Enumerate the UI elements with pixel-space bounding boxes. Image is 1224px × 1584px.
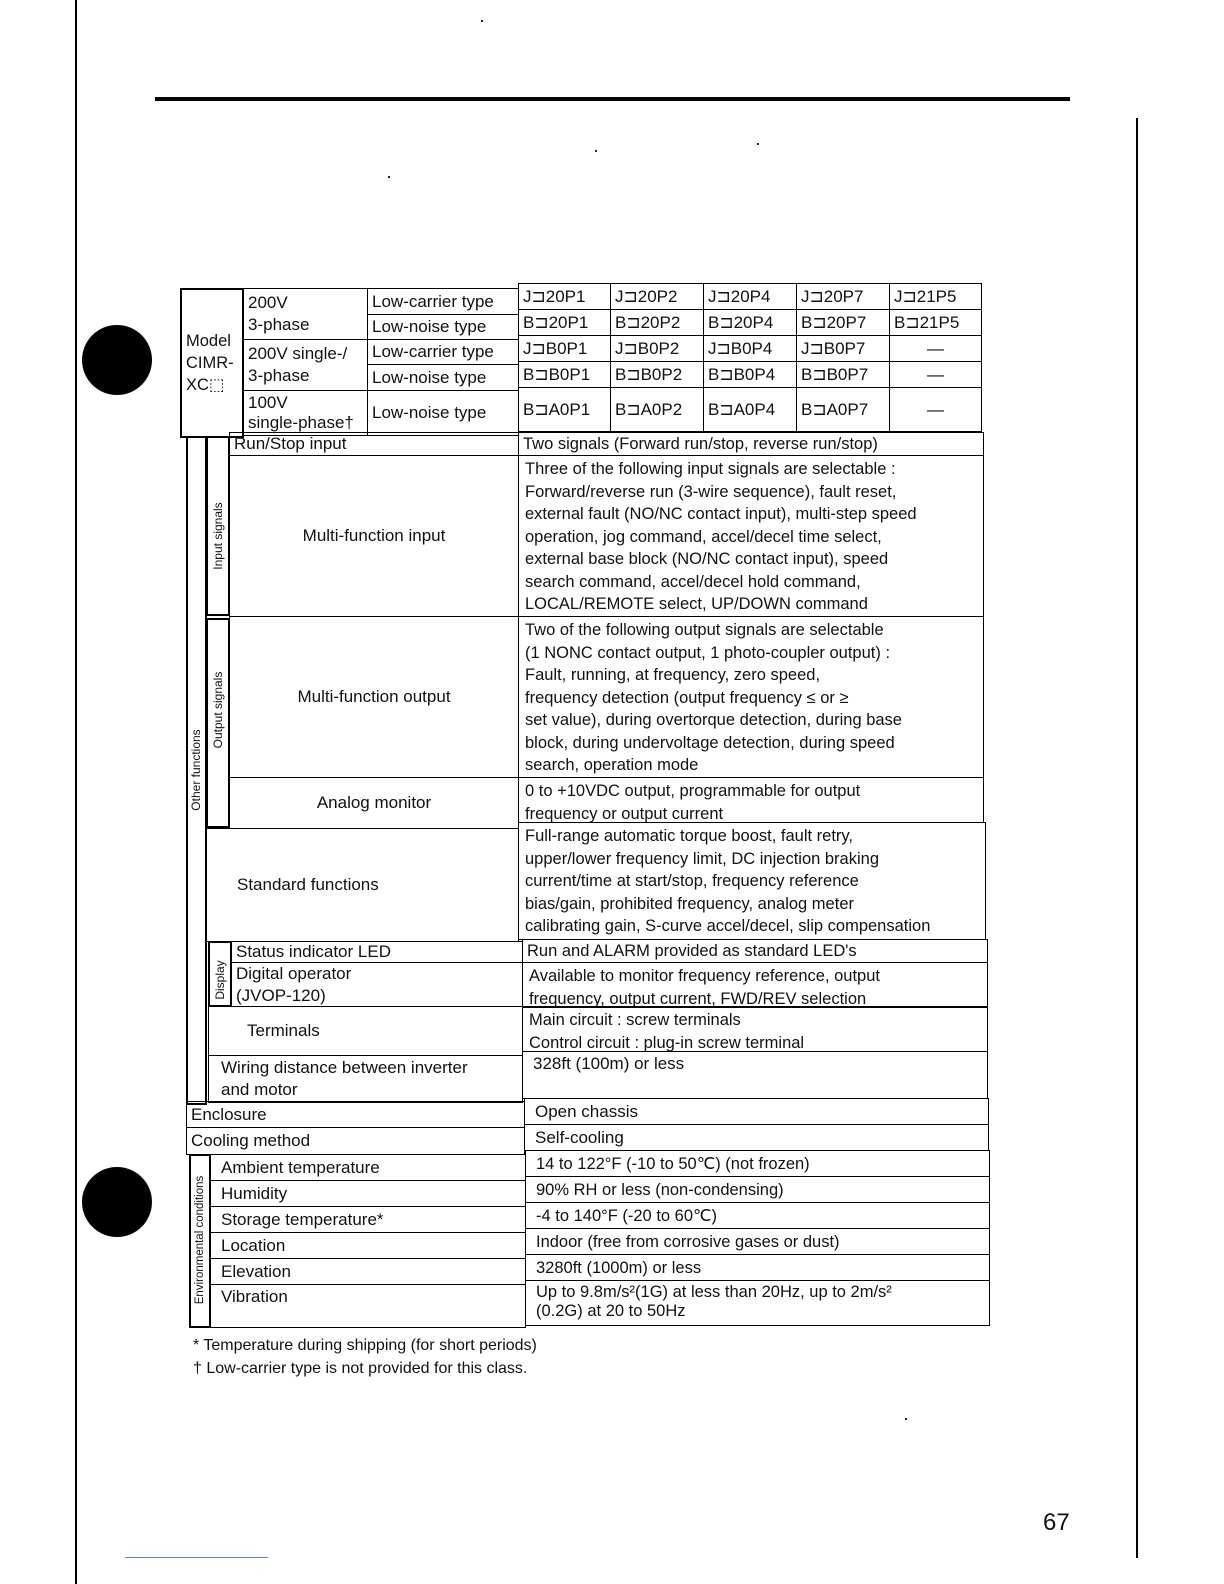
run-stop-label: Run/Stop input — [229, 432, 519, 456]
storage-value: -4 to 140°F (-20 to 60℃) — [525, 1202, 990, 1229]
analog-monitor-value: 0 to +10VDC output, programmable for output frequency or output current — [518, 777, 984, 823]
model-number-cell: J⊐B0P4 — [703, 335, 797, 362]
humidity-label: Humidity — [210, 1180, 526, 1207]
model-number-cell: J⊐20P7 — [796, 283, 890, 310]
wiring-label: Wiring distance between inverter and motor — [208, 1055, 523, 1103]
voltage-200v-3phase: 200V 3-phase — [243, 288, 368, 340]
speck — [905, 1418, 907, 1420]
vibration-value: Up to 9.8m/s²(1G) at less than 20Hz, up to 2m/s² (0.2G) at 20 to 50Hz — [525, 1280, 990, 1326]
output-signals-label: Output signals — [211, 671, 225, 749]
digital-operator-label: Digital operator (JVOP-120) — [231, 962, 523, 1007]
punch-hole-top — [82, 325, 152, 395]
environmental-label: Environmental conditions — [194, 1175, 206, 1305]
model-number-cell: B⊐A0P1 — [518, 387, 611, 432]
model-number-cell: J⊐20P1 — [518, 283, 611, 310]
type-cell: Low-carrier type — [367, 339, 519, 365]
standard-functions-label: Standard functions — [206, 828, 519, 942]
model-label: Model CIMR- XC⬚ — [180, 288, 244, 438]
type-cell: Low-noise type — [367, 314, 519, 340]
page-edge-right — [1136, 118, 1138, 1558]
enclosure-value: Open chassis — [524, 1098, 989, 1125]
model-number-cell: J⊐B0P1 — [518, 335, 611, 362]
status-led-value: Run and ALARM provided as standard LED's — [522, 939, 988, 963]
storage-label: Storage temperature* — [210, 1206, 526, 1233]
multi-input-value: Three of the following input signals are selectable : Forward/reverse run (3-wire sequence), fault reset, external fault (NO/NC contact input), multi-step speed operation, jog command, accel/decel time select, external base block (NO/NC contact input), speed search command, accel/decel hold command, LOCAL/REMOTE select, UP/DOWN command — [518, 455, 984, 617]
terminals-label: Terminals — [208, 1006, 523, 1056]
model-number-cell: J⊐B0P2 — [610, 335, 704, 362]
model-number-cell: — — [889, 335, 982, 362]
voltage-200v-single-3phase: 200V single-/ 3-phase — [243, 339, 368, 391]
ambient-value: 14 to 122°F (-10 to 50℃) (not frozen) — [525, 1150, 990, 1177]
model-number-cell: B⊐B0P2 — [610, 361, 704, 388]
model-number-cell: J⊐21P5 — [889, 283, 982, 310]
ambient-label: Ambient temperature — [210, 1154, 526, 1181]
model-number-cell: B⊐20P7 — [796, 309, 890, 336]
model-number-cell: J⊐B0P7 — [796, 335, 890, 362]
analog-monitor-label: Analog monitor — [229, 777, 519, 829]
model-number-cell: B⊐20P2 — [610, 309, 704, 336]
page-number: 67 — [1043, 1509, 1070, 1536]
page-edge-left — [75, 0, 77, 1584]
run-stop-value: Two signals (Forward run/stop, reverse run/stop) — [518, 432, 984, 456]
footnote-star: * Temperature during shipping (for short periods) — [193, 1337, 537, 1354]
model-number-cell: J⊐20P2 — [610, 283, 704, 310]
model-number-cell: — — [889, 387, 982, 432]
multi-input-label: Multi-function input — [229, 455, 519, 617]
header-rule — [155, 97, 1070, 101]
punch-hole-bottom — [82, 1167, 152, 1237]
type-cell: Low-noise type — [367, 390, 519, 436]
model-number-cell: B⊐20P1 — [518, 309, 611, 336]
input-signals-label: Input signals — [211, 502, 225, 570]
type-cell: Low-carrier type — [367, 288, 519, 315]
location-label: Location — [210, 1232, 526, 1259]
humidity-value: 90% RH or less (non-condensing) — [525, 1176, 990, 1203]
multi-output-value: Two of the following output signals are selectable (1 NONC contact output, 1 photo-coupler output) : Fault, running, at frequency, zero speed, frequency detection (output frequency ≤ or ≥ set value), during overtorque detection, during base block, during undervoltage detection, during speed search, operation mode — [518, 616, 984, 778]
type-cell: Low-noise type — [367, 364, 519, 391]
model-number-cell: B⊐A0P7 — [796, 387, 890, 432]
elevation-value: 3280ft (1000m) or less — [525, 1254, 990, 1281]
wiring-value: 328ft (100m) or less — [522, 1051, 988, 1099]
bottom-rule — [125, 1557, 268, 1558]
speck — [481, 20, 483, 22]
display-label: Display — [213, 960, 227, 1000]
speck — [388, 176, 390, 178]
model-number-cell: J⊐20P4 — [703, 283, 797, 310]
model-number-cell: — — [889, 361, 982, 388]
multi-output-label: Multi-function output — [229, 616, 519, 778]
vibration-label: Vibration — [210, 1284, 526, 1328]
speck — [757, 143, 759, 145]
other-functions-label: Other functions — [189, 729, 203, 811]
digital-operator-value: Available to monitor frequency reference, output frequency, output current, FWD/REV selection — [522, 962, 988, 1008]
voltage-100v-single: 100V single-phase† — [243, 390, 368, 436]
model-number-cell: B⊐A0P2 — [610, 387, 704, 432]
elevation-label: Elevation — [210, 1258, 526, 1285]
standard-functions-value: Full-range automatic torque boost, fault retry, upper/lower frequency limit, DC injection braking current/time at start/stop, frequency reference bias/gain, prohibited frequency, analog meter calibrating gain, S-curve accel/decel, slip compensation — [518, 822, 986, 940]
location-value: Indoor (free from corrosive gases or dust) — [525, 1228, 990, 1255]
model-number-cell: B⊐21P5 — [889, 309, 982, 336]
model-number-cell: B⊐B0P7 — [796, 361, 890, 388]
speck — [595, 150, 597, 152]
cooling-value: Self-cooling — [524, 1124, 989, 1151]
cooling-label: Cooling method — [186, 1127, 525, 1155]
status-led-label: Status indicator LED — [231, 941, 523, 963]
enclosure-label: Enclosure — [186, 1101, 525, 1128]
footnote-dagger: † Low-carrier type is not provided for this class. — [193, 1360, 528, 1377]
model-number-cell: B⊐B0P4 — [703, 361, 797, 388]
model-number-cell: B⊐A0P4 — [703, 387, 797, 432]
model-number-cell: B⊐20P4 — [703, 309, 797, 336]
model-number-cell: B⊐B0P1 — [518, 361, 611, 388]
terminals-value: Main circuit : screw terminals Control circuit : plug-in screw terminal — [522, 1006, 988, 1052]
